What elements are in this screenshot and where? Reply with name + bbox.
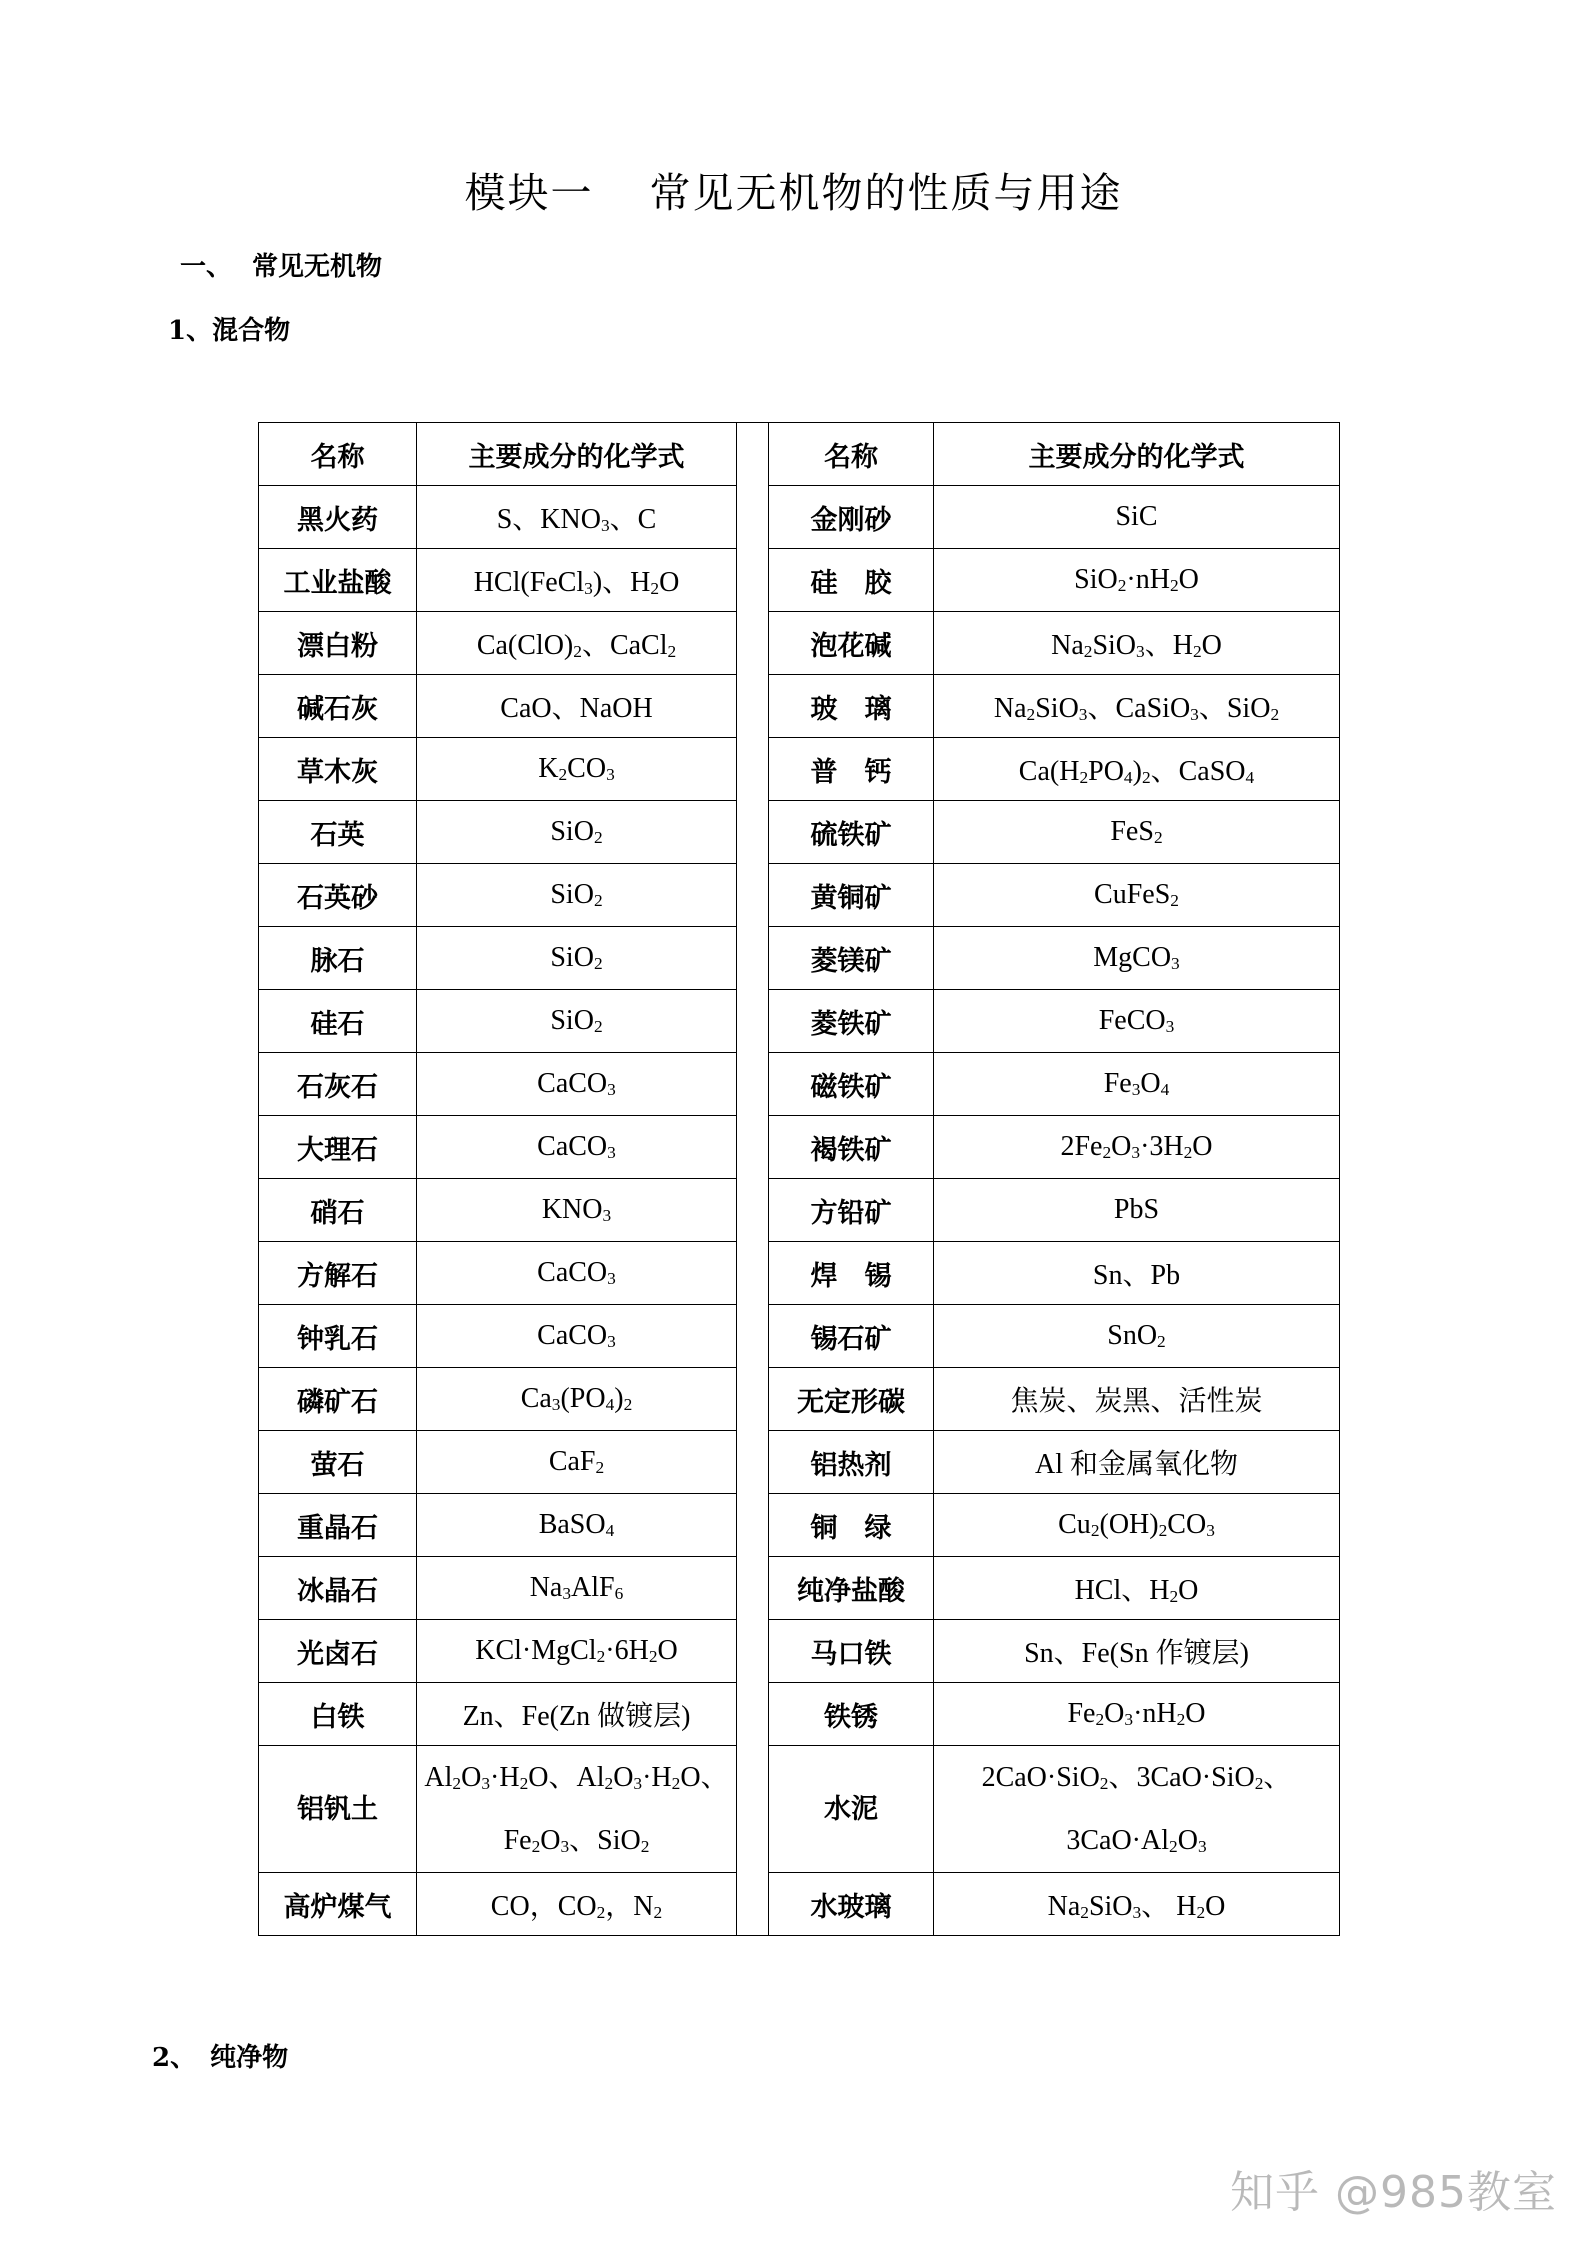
- substance-name: 漂白粉: [259, 612, 417, 675]
- table-row: [259, 1431, 1340, 1494]
- substance-name: 菱镁矿: [769, 927, 934, 990]
- substance-name: 重晶石: [259, 1494, 417, 1557]
- substance-formula: Zn、Fe(Zn 做镀层): [417, 1683, 737, 1746]
- substance-formula: $Cu_2(OH)_2CO_3$: [934, 1494, 1340, 1557]
- table-row: [259, 1746, 1340, 1873]
- substance-formula: Sn、Pb: [934, 1242, 1340, 1305]
- substance-formula: $Fe_3O_4$: [934, 1053, 1340, 1116]
- substance-name: 铁锈: [769, 1683, 934, 1746]
- substance-formula: $Ca_3(PO_4)_2$: [417, 1368, 737, 1431]
- substance-name: 硅石: [259, 990, 417, 1053]
- substance-name: 泡花碱: [769, 612, 934, 675]
- substance-name: 马口铁: [769, 1620, 934, 1683]
- substance-formula: SiO$_2$: [417, 990, 737, 1053]
- substance-formula: $Ca(H_2PO_4)_2$、CaSO$_4$: [934, 738, 1340, 801]
- substance-formula: 2CaO·SiO$_2$、3CaO·SiO$_2$、 $3CaO\cdot Al_2O_3$: [934, 1746, 1340, 1873]
- table-row: [259, 486, 1340, 549]
- substance-name: 水玻璃: [769, 1873, 934, 1936]
- substance-name: 萤石: [259, 1431, 417, 1494]
- substance-formula: $Al_2O_3\cdot H_2O$、$Al_2O_3\cdot H_2O$、 $Fe_2O_3$、SiO$_2$: [417, 1746, 737, 1873]
- substance-name: 碱石灰: [259, 675, 417, 738]
- substance-name: 锡石矿: [769, 1305, 934, 1368]
- table-row: [259, 927, 1340, 990]
- table-row: [259, 1305, 1340, 1368]
- substance-name: 方解石: [259, 1242, 417, 1305]
- substance-name: 方铅矿: [769, 1179, 934, 1242]
- substance-name: 普 钙: [769, 738, 934, 801]
- substance-name: 玻 璃: [769, 675, 934, 738]
- substance-name: 高炉煤气: [259, 1873, 417, 1936]
- substance-formula: $2Fe_2O_3\cdot 3H_2O$: [934, 1116, 1340, 1179]
- substance-name: 大理石: [259, 1116, 417, 1179]
- substance-name: 水泥: [769, 1746, 934, 1873]
- substance-formula: $Na_2SiO_3$、CaSiO$_3$、SiO$_2$: [934, 675, 1340, 738]
- substance-formula: SnO$_2$: [934, 1305, 1340, 1368]
- table-row: [259, 675, 1340, 738]
- substance-name: 硫铁矿: [769, 801, 934, 864]
- substance-formula: SiO$_2$: [417, 864, 737, 927]
- substance-formula: CaCO$_3$: [417, 1116, 737, 1179]
- substance-formula: S、$KNO_3$、C: [417, 486, 737, 549]
- table-row: [259, 1116, 1340, 1179]
- substance-name: 冰晶石: [259, 1557, 417, 1620]
- substance-name: 菱铁矿: [769, 990, 934, 1053]
- substance-formula: FeCO$_3$: [934, 990, 1340, 1053]
- substance-name: 黑火药: [259, 486, 417, 549]
- page-title: 模块一 常见无机物的性质与用途: [464, 169, 1123, 217]
- table-row: [259, 1620, 1340, 1683]
- table-row: [259, 801, 1340, 864]
- substance-name: 磁铁矿: [769, 1053, 934, 1116]
- substance-name: 光卤石: [259, 1620, 417, 1683]
- substance-formula: $KCl\cdot MgCl_2\cdot 6H_2O$: [417, 1620, 737, 1683]
- header-name-1: 名称: [259, 423, 417, 486]
- table-header-row: [259, 423, 1340, 486]
- header-formula-2: 主要成分的化学式: [934, 423, 1340, 486]
- table-row: [259, 1242, 1340, 1305]
- mixtures-table: [258, 422, 1340, 1936]
- substance-name: 铝热剂: [769, 1431, 934, 1494]
- substance-name: 铜 绿: [769, 1494, 934, 1557]
- substance-formula: Al 和金属氧化物: [934, 1431, 1340, 1494]
- subsection-heading-mixtures: 1、混合物: [168, 316, 291, 346]
- substance-name: 硅 胶: [769, 549, 934, 612]
- substance-formula: HCl(FeCl$_3$)、$H_2O$: [417, 549, 737, 612]
- table-row: [259, 612, 1340, 675]
- substance-name: 石英: [259, 801, 417, 864]
- table-row: [259, 549, 1340, 612]
- table-row: [259, 1179, 1340, 1242]
- substance-formula: CaO、NaOH: [417, 675, 737, 738]
- table-row: [259, 990, 1340, 1053]
- substance-name: 钟乳石: [259, 1305, 417, 1368]
- substance-name: 无定形碳: [769, 1368, 934, 1431]
- substance-name: 黄铜矿: [769, 864, 934, 927]
- substance-formula: CaF$_2$: [417, 1431, 737, 1494]
- substance-formula: BaSO$_4$: [417, 1494, 737, 1557]
- table-row: [259, 738, 1340, 801]
- substance-name: 纯净盐酸: [769, 1557, 934, 1620]
- substance-formula: CaCO$_3$: [417, 1053, 737, 1116]
- substance-name: 石英砂: [259, 864, 417, 927]
- substance-formula: SiO$_2$: [417, 927, 737, 990]
- substance-formula: FeS$_2$: [934, 801, 1340, 864]
- substance-formula: $Fe_2O_3\cdot nH_2O$: [934, 1683, 1340, 1746]
- substance-formula: CaCO$_3$: [417, 1305, 737, 1368]
- substance-formula: $Na_2SiO_3$、 $H_2O$: [934, 1873, 1340, 1936]
- header-name-2: 名称: [769, 423, 934, 486]
- substance-name: 草木灰: [259, 738, 417, 801]
- substance-formula: $Na_2SiO_3$、$H_2O$: [934, 612, 1340, 675]
- table-row: [259, 864, 1340, 927]
- substance-name: 脉石: [259, 927, 417, 990]
- substance-formula: $KNO_3$: [417, 1179, 737, 1242]
- substance-name: 金刚砂: [769, 486, 934, 549]
- substance-formula: CO，$CO_2$，$N_2$: [417, 1873, 737, 1936]
- subsection-heading-pure: 2、 纯净物: [152, 2043, 289, 2073]
- table-row: [259, 1873, 1340, 1936]
- table-row: [259, 1683, 1340, 1746]
- substance-formula: 焦炭、炭黑、活性炭: [934, 1368, 1340, 1431]
- substance-formula: CuFeS$_2$: [934, 864, 1340, 927]
- watermark: 知乎 @985教室: [1230, 2167, 1557, 2218]
- substance-formula: SiC: [934, 486, 1340, 549]
- table-row: [259, 1053, 1340, 1116]
- substance-formula: Sn、Fe(Sn 作镀层): [934, 1620, 1340, 1683]
- substance-formula: $SiO_2\cdot nH_2O$: [934, 549, 1340, 612]
- substance-name: 铝钒土: [259, 1746, 417, 1873]
- substance-formula: MgCO$_3$: [934, 927, 1340, 990]
- substance-name: 石灰石: [259, 1053, 417, 1116]
- substance-name: 磷矿石: [259, 1368, 417, 1431]
- substance-name: 焊 锡: [769, 1242, 934, 1305]
- substance-formula: PbS: [934, 1179, 1340, 1242]
- substance-name: 白铁: [259, 1683, 417, 1746]
- substance-formula: SiO$_2$: [417, 801, 737, 864]
- substance-formula: $K_2CO_3$: [417, 738, 737, 801]
- substance-name: 褐铁矿: [769, 1116, 934, 1179]
- substance-formula: $Na_3AlF_6$: [417, 1557, 737, 1620]
- substance-formula: $Ca(ClO)_2$、CaCl$_2$: [417, 612, 737, 675]
- substance-name: 硝石: [259, 1179, 417, 1242]
- table-row: [259, 1557, 1340, 1620]
- section-heading: 一、 常见无机物: [180, 252, 383, 282]
- header-formula-1: 主要成分的化学式: [417, 423, 737, 486]
- table-row: [259, 1368, 1340, 1431]
- substance-formula: HCl、$H_2O$: [934, 1557, 1340, 1620]
- table-row: [259, 1494, 1340, 1557]
- substance-name: 工业盐酸: [259, 549, 417, 612]
- substance-formula: CaCO$_3$: [417, 1242, 737, 1305]
